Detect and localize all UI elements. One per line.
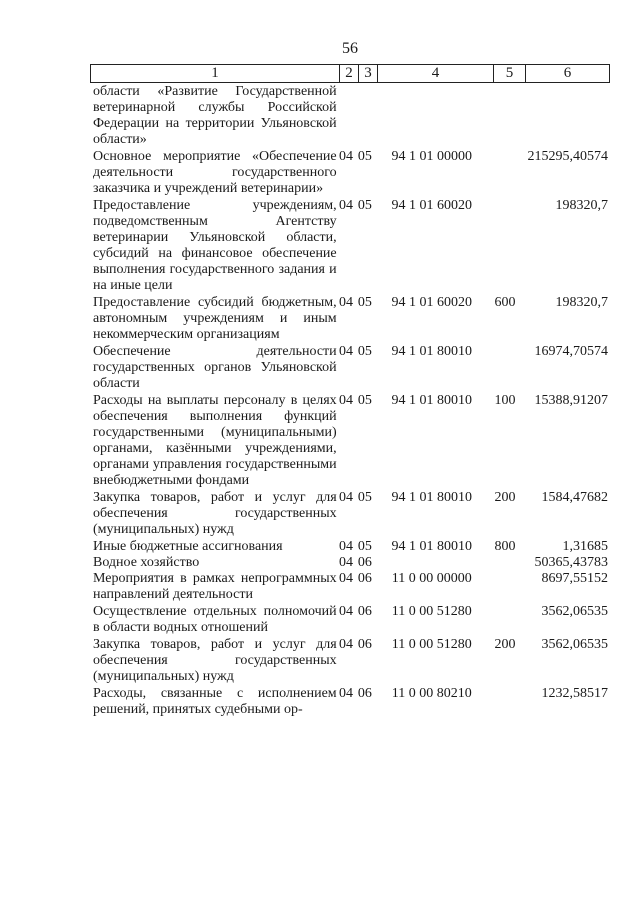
row-rz: 04 bbox=[339, 604, 354, 619]
budget-table bbox=[90, 84, 610, 718]
row-sum: 8697,55152 bbox=[541, 571, 608, 586]
row-sum: 198320,7 bbox=[555, 295, 608, 310]
row-pr: 05 bbox=[357, 539, 372, 554]
row-rz: 04 bbox=[339, 198, 354, 213]
row-pr: 06 bbox=[357, 637, 372, 652]
row-pr bbox=[355, 84, 374, 148]
row-rz: 04 bbox=[339, 295, 354, 310]
row-name: Предоставление субсидий бюджетным, автономным учреждениям и иным некоммерческим организациям bbox=[93, 295, 337, 342]
row-vr bbox=[489, 604, 521, 636]
header-col-2: 2 bbox=[340, 65, 359, 82]
row-csr: 11 0 00 51280 bbox=[391, 604, 472, 619]
row-csr: 94 1 01 80010 bbox=[391, 344, 472, 359]
header-col-1: 1 bbox=[91, 65, 340, 82]
row-name: Закупка товаров, работ и услуг для обеспечения государственных (муниципальных) нужд bbox=[93, 490, 337, 537]
row-csr: 94 1 01 60020 bbox=[391, 295, 472, 310]
row-name: Осуществление отдельных полномочий в области водных отношений bbox=[93, 604, 337, 635]
row-name: Расходы на выплаты персоналу в целях обеспечения выполнения функций государственными (муниципальными) органами, казёнными учреждениями, органами управления государственными внебюджетными фондами bbox=[93, 393, 337, 488]
page-number: 56 bbox=[342, 40, 358, 57]
row-vr bbox=[489, 555, 521, 571]
row-pr: 05 bbox=[357, 393, 372, 408]
row-name: Закупка товаров, работ и услуг для обеспечения государственных (муниципальных) нужд bbox=[93, 637, 337, 684]
table-row bbox=[90, 198, 610, 294]
row-rz: 04 bbox=[339, 637, 354, 652]
header-col-4: 4 bbox=[378, 65, 494, 82]
row-pr: 06 bbox=[357, 555, 372, 570]
row-pr: 05 bbox=[357, 490, 372, 505]
table-row bbox=[90, 149, 610, 197]
header-col-5: 5 bbox=[494, 65, 526, 82]
row-vr bbox=[489, 84, 521, 148]
row-name: Обеспечение деятельности государственных органов Ульяновской области bbox=[93, 344, 337, 391]
row-name: Расходы, связанные с исполнением решений, принятых судебными ор- bbox=[93, 686, 337, 717]
table-row bbox=[90, 604, 610, 636]
row-rz: 04 bbox=[339, 490, 354, 505]
row-csr bbox=[374, 555, 489, 571]
row-sum: 3562,06535 bbox=[541, 637, 608, 652]
row-vr bbox=[489, 344, 521, 392]
table-row bbox=[90, 637, 610, 685]
table-row bbox=[90, 686, 610, 718]
row-rz: 04 bbox=[339, 555, 354, 570]
row-rz: 04 bbox=[339, 393, 354, 408]
row-rz: 04 bbox=[339, 571, 354, 586]
row-vr: 800 bbox=[494, 539, 516, 554]
table-header bbox=[90, 64, 610, 83]
header-col-3: 3 bbox=[359, 65, 378, 82]
row-csr: 94 1 01 80010 bbox=[391, 539, 472, 554]
row-csr: 94 1 01 80010 bbox=[391, 393, 472, 408]
row-rz: 04 bbox=[339, 149, 354, 164]
table-row bbox=[90, 539, 610, 555]
row-rz: 04 bbox=[339, 539, 354, 554]
row-pr: 05 bbox=[357, 344, 372, 359]
table-row bbox=[90, 295, 610, 343]
row-csr: 11 0 00 51280 bbox=[391, 637, 472, 652]
table-row bbox=[90, 555, 610, 571]
row-pr: 05 bbox=[357, 295, 372, 310]
row-csr: 94 1 01 00000 bbox=[391, 149, 472, 164]
row-sum: 16974,70574 bbox=[534, 344, 608, 359]
row-name: Водное хозяйство bbox=[93, 555, 200, 570]
row-rz bbox=[337, 84, 356, 148]
table-row bbox=[90, 571, 610, 603]
row-vr: 600 bbox=[494, 295, 516, 310]
row-sum: 50365,43783 bbox=[534, 555, 608, 570]
row-vr bbox=[489, 686, 521, 718]
row-sum: 1584,47682 bbox=[541, 490, 608, 505]
row-vr: 200 bbox=[494, 490, 516, 505]
row-name: области «Развитие Государственной ветеринарной службы Российской Федерации на территории Ульяновской области» bbox=[93, 84, 337, 147]
table-row bbox=[90, 344, 610, 392]
row-vr: 100 bbox=[494, 393, 516, 408]
row-pr: 06 bbox=[357, 686, 372, 701]
row-vr: 200 bbox=[494, 637, 516, 652]
row-csr: 94 1 01 80010 bbox=[391, 490, 472, 505]
row-csr: 94 1 01 60020 bbox=[391, 198, 472, 213]
table-row bbox=[90, 490, 610, 538]
row-pr: 06 bbox=[357, 571, 372, 586]
row-name: Основное мероприятие «Обеспечение деятельности государственного заказчика и учреждений ветеринарии» bbox=[93, 149, 337, 196]
row-sum: 198320,7 bbox=[555, 198, 608, 213]
row-sum: 3562,06535 bbox=[541, 604, 608, 619]
row-name: Иные бюджетные ассигнования bbox=[93, 539, 283, 554]
header-col-6: 6 bbox=[563, 65, 572, 81]
row-csr: 11 0 00 00000 bbox=[391, 571, 472, 586]
row-csr bbox=[374, 84, 489, 148]
row-rz: 04 bbox=[339, 344, 354, 359]
row-rz: 04 bbox=[339, 686, 354, 701]
row-vr bbox=[489, 149, 521, 197]
table-row bbox=[90, 393, 610, 489]
row-vr bbox=[489, 198, 521, 294]
table-row bbox=[90, 84, 610, 148]
row-sum: 1,31685 bbox=[562, 539, 608, 554]
row-pr: 05 bbox=[357, 149, 372, 164]
row-sum: 215295,40574 bbox=[527, 149, 608, 164]
row-pr: 06 bbox=[357, 604, 372, 619]
row-name: Предоставление учреждениям, подведомственным Агентству ветеринарии Ульяновской области, субсидий на финансовое обеспечение выполнения государственного задания и на иные цели bbox=[93, 198, 337, 293]
row-csr: 11 0 00 80210 bbox=[391, 686, 472, 701]
row-name: Мероприятия в рамках непрограммных направлений деятельности bbox=[93, 571, 337, 602]
row-sum bbox=[521, 84, 610, 148]
row-sum: 1232,58517 bbox=[541, 686, 608, 701]
row-pr: 05 bbox=[357, 198, 372, 213]
row-vr bbox=[489, 571, 521, 603]
row-sum: 15388,91207 bbox=[534, 393, 608, 408]
